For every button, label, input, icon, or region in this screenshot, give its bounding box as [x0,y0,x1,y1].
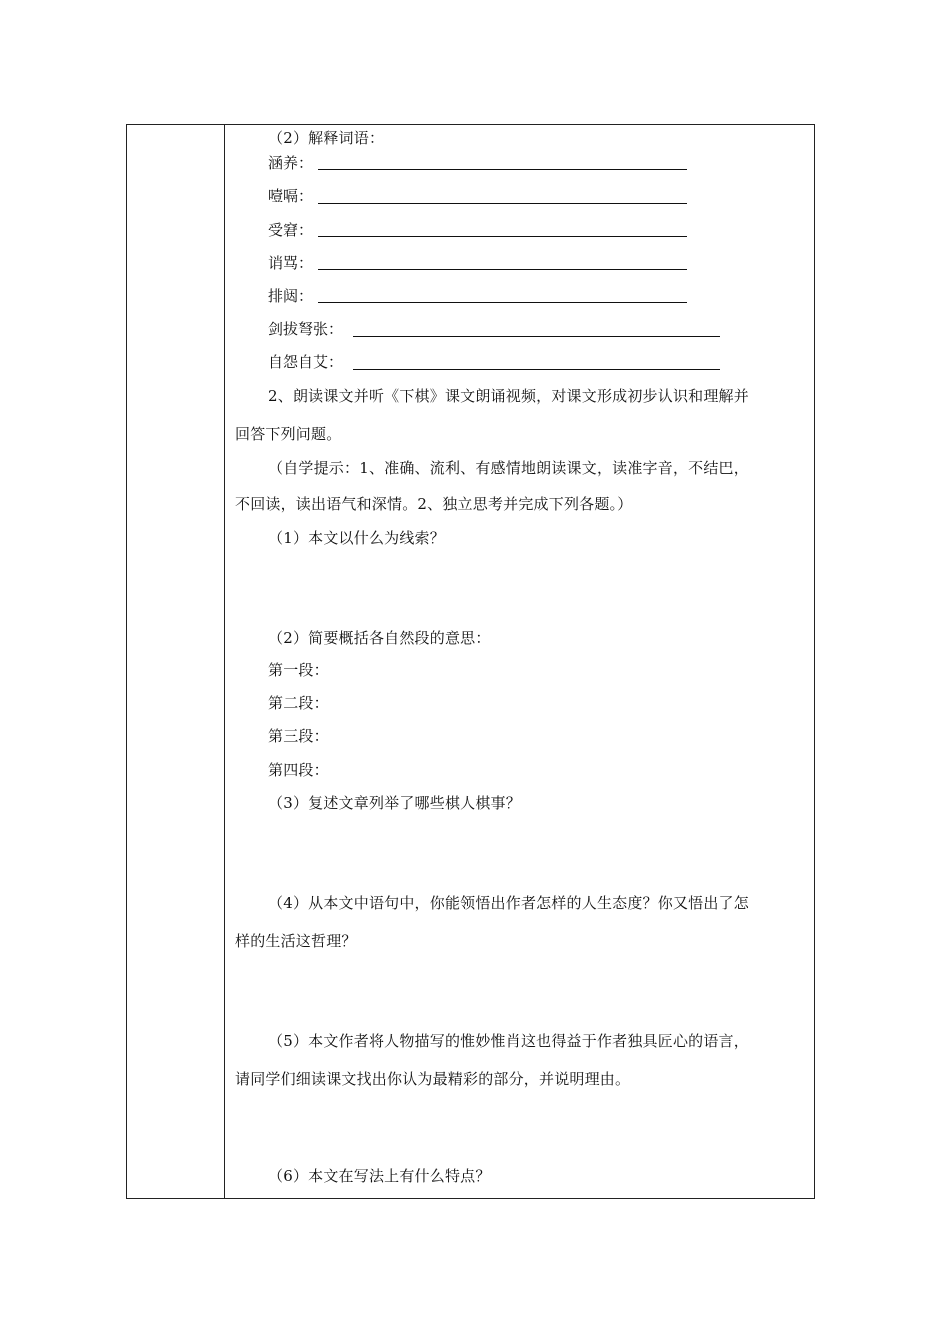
question-3: （3）复述文章列举了哪些棋人棋事？ [268,794,521,812]
paragraph-label-1: 第一段： [268,661,329,679]
term-label: 诮骂： [268,254,314,272]
answer-blank[interactable] [353,336,720,337]
term-row-yege [268,186,313,206]
study-tip-line-1: （自学提示：1、准确、流利、有感情地朗读课文，读准字音，不结巴， [268,459,749,477]
term-label: 自怨自艾： [268,353,344,371]
answer-blank[interactable] [318,203,687,204]
vocab-section-title: （2）解释词语： [268,129,385,147]
paragraph-label-3: 第三段： [268,727,329,745]
term-row-paita [268,286,313,306]
question-5-line-2: 请同学们细读课文找出你认为最精彩的部分，并说明理由。 [235,1070,631,1088]
task-2-line-2: 回答下列问题。 [235,425,342,443]
paragraph-label-4: 第四段： [268,761,329,779]
term-label: 受窘： [268,221,314,239]
term-label: 噎嗝： [268,187,314,205]
answer-blank[interactable] [318,236,687,237]
term-row-qiaoma [268,253,313,273]
question-4-line-1: （4）从本文中语句中，你能领悟出作者怎样的人生态度？你又悟出了怎 [268,894,749,912]
question-6: （6）本文在写法上有什么特点？ [268,1167,491,1185]
term-row-shoujiong [268,220,313,240]
question-2: （2）简要概括各自然段的意思： [268,629,491,647]
question-4-line-2: 样的生活这哲理？ [235,932,357,950]
term-row-hanyang [268,153,313,173]
study-tip-line-2: 不回读，读出语气和深情。2、独立思考并完成下列各题。） [235,495,633,513]
term-row-jianbanuzhang [268,319,343,339]
answer-blank[interactable] [353,369,720,370]
term-label: 排闼： [268,287,314,305]
question-5-line-1: （5）本文作者将人物描写的惟妙惟肖这也得益于作者独具匠心的语言， [268,1032,749,1050]
term-label: 涵养： [268,154,314,172]
left-column-cell [127,125,225,1198]
question-1: （1）本文以什么为线索？ [268,529,445,547]
term-row-ziyuanziyi [268,352,343,372]
task-2-line-1: 2、朗读课文并听《下棋》课文朗诵视频，对课文形成初步认识和理解并 [268,387,749,405]
answer-blank[interactable] [318,169,687,170]
term-label: 剑拔弩张： [268,320,344,338]
answer-blank[interactable] [318,302,687,303]
answer-blank[interactable] [318,269,687,270]
paragraph-label-2: 第二段： [268,694,329,712]
